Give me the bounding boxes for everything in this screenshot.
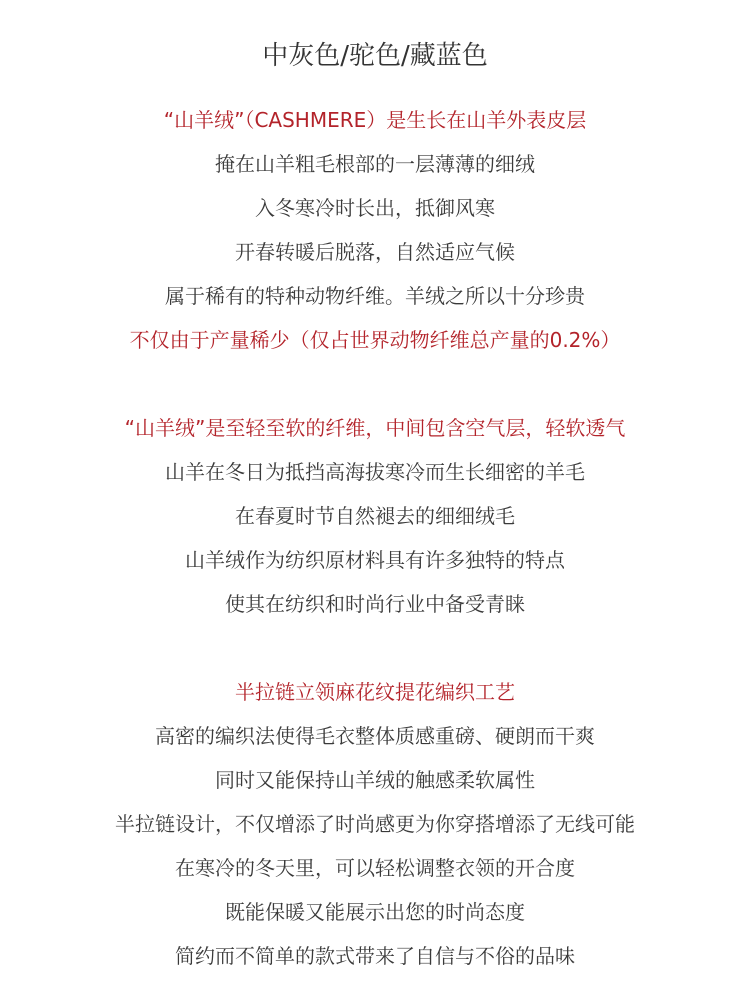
highlight-line: 不仅由于产量稀少（仅占世界动物纤维总产量的0.2%） [129, 328, 621, 352]
section-cashmere-origin [0, 98, 750, 362]
page-title: 中灰色/驼色/藏蓝色 [262, 41, 488, 71]
text-line: 开春转暖后脱落，自然适应气候 [235, 240, 515, 264]
section-1-heading: “山羊绒”（CASHMERE）是生长在山羊外表皮层 [163, 108, 587, 132]
text-line: 高密的编织法使得毛衣整体质感重磅、硬朗而干爽 [155, 724, 595, 748]
text-line: 同时又能保持山羊绒的触感柔软属性 [215, 768, 535, 792]
text-line: 属于稀有的特种动物纤维。羊绒之所以十分珍贵 [165, 284, 585, 308]
text-line: 山羊在冬日为抵挡高海拔寒冷而生长细密的羊毛 [165, 460, 585, 484]
text-line: 半拉链设计，不仅增添了时尚感更为你穿搭增添了无线可能 [115, 812, 635, 836]
text-line: 使其在纺织和时尚行业中备受青睐 [225, 592, 525, 616]
section-3-heading: 半拉链立领麻花纹提花编织工艺 [235, 680, 515, 704]
section-spacer [0, 362, 750, 406]
section-2-heading: “山羊绒”是至轻至软的纤维，中间包含空气层，轻软透气 [124, 416, 626, 440]
text-line: 入冬寒冷时长出，抵御风寒 [255, 196, 495, 220]
text-line: 简约而不简单的款式带来了自信与不俗的品味 [175, 944, 575, 968]
text-line: 掩在山羊粗毛根部的一层薄薄的细绒 [215, 152, 535, 176]
section-design-craft [0, 670, 750, 978]
section-cashmere-properties [0, 406, 750, 626]
section-spacer [0, 626, 750, 670]
text-line: 在春夏时节自然褪去的细细绒毛 [235, 504, 515, 528]
text-line: 在寒冷的冬天里，可以轻松调整衣领的开合度 [175, 856, 575, 880]
text-line: 山羊绒作为纺织原材料具有许多独特的特点 [185, 548, 565, 572]
text-line: 既能保暖又能展示出您的时尚态度 [225, 900, 525, 924]
